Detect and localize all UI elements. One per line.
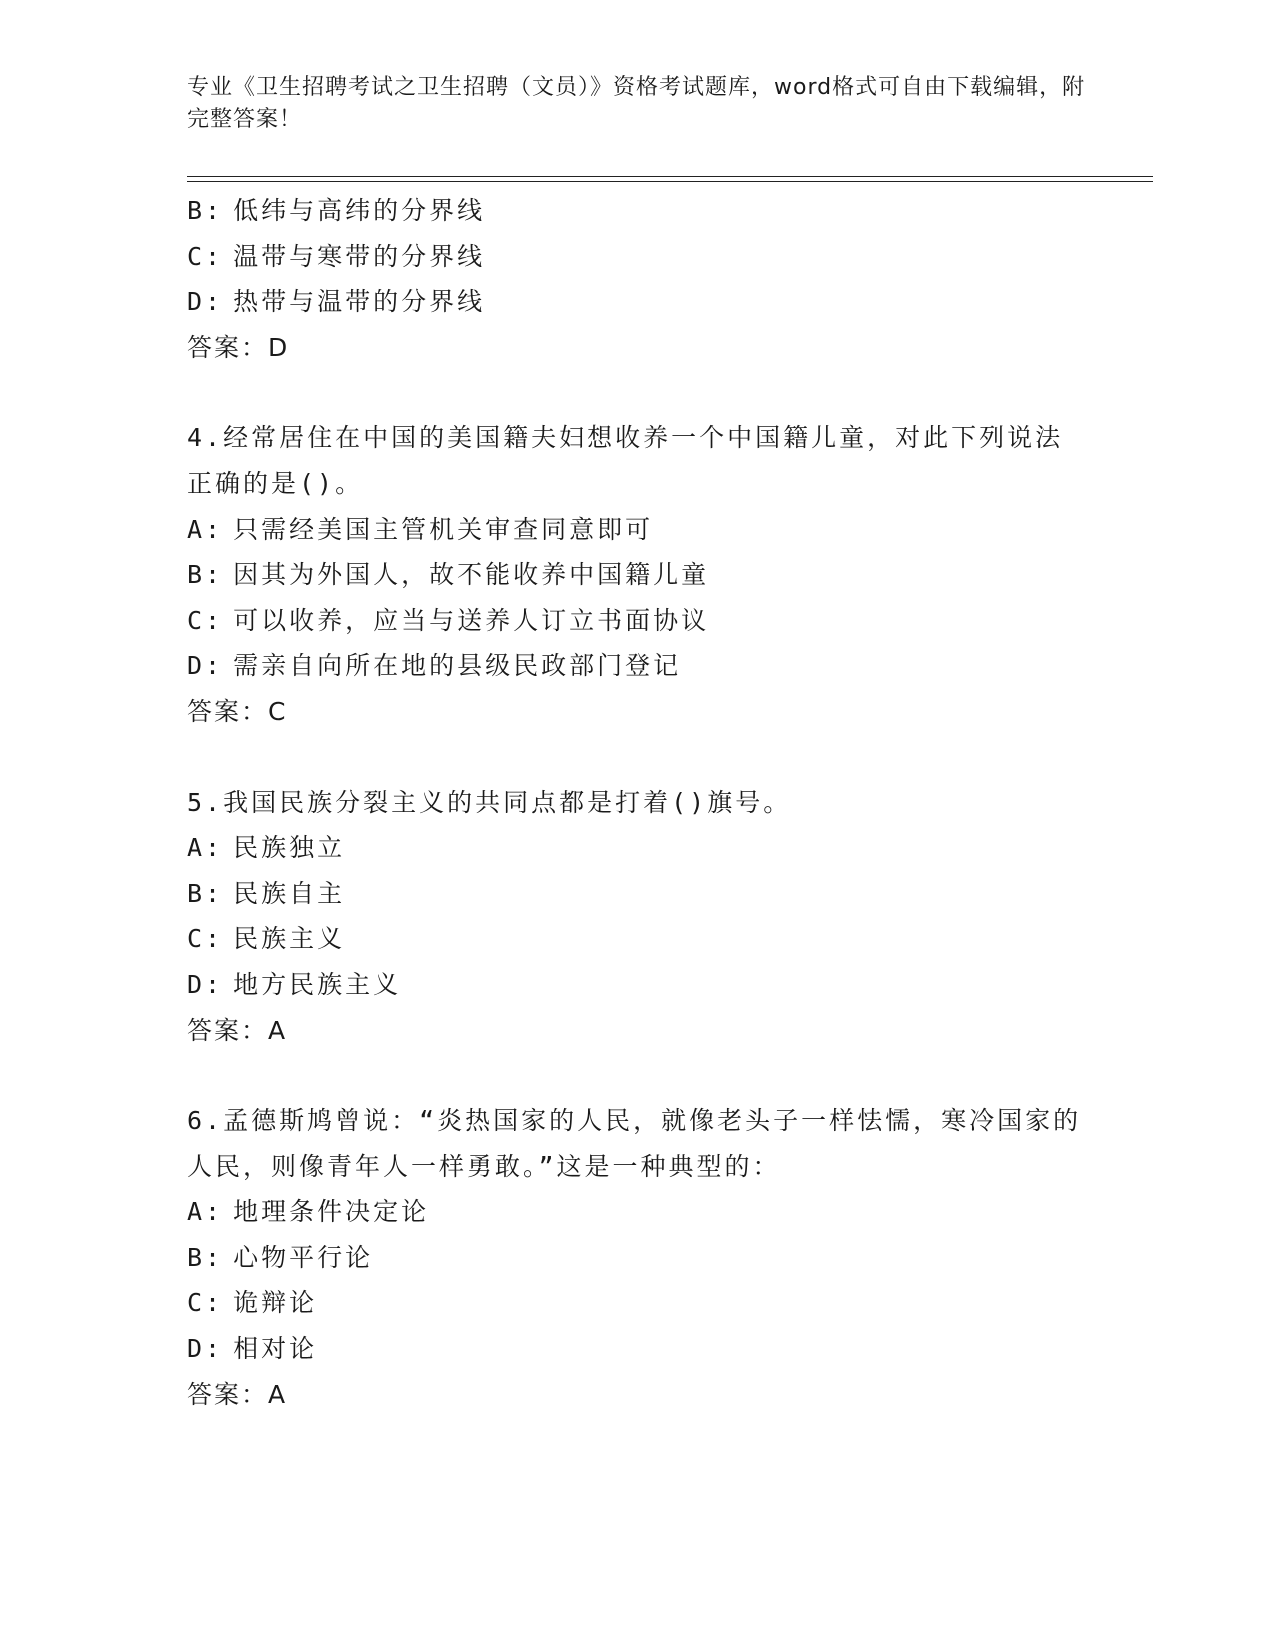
option-label: B: (187, 1242, 224, 1272)
option-text: 可以收养，应当与送养人订立书面协议 (233, 605, 710, 635)
option-c (187, 234, 1087, 280)
answer: 答案：C (187, 696, 288, 726)
option-text: 温带与寒带的分界线 (233, 241, 486, 271)
option-label: A: (187, 833, 224, 863)
option-label: C: (187, 1288, 224, 1318)
question-6 (187, 1098, 1087, 1417)
option-text: 因其为外国人，故不能收养中国籍儿童 (233, 560, 710, 590)
option-label: B: (187, 196, 224, 225)
option-b (187, 552, 1087, 598)
option-label: D: (187, 287, 224, 317)
option-text: 心物平行论 (233, 1242, 374, 1272)
option-text: 地理条件决定论 (233, 1197, 430, 1227)
option-label: C: (187, 605, 224, 635)
option-c (187, 598, 1087, 644)
option-label: B: (187, 878, 224, 908)
option-text: 民族自主 (233, 878, 346, 908)
question-3-continued (187, 188, 1087, 370)
option-c (187, 916, 1087, 962)
option-text: 地方民族主义 (233, 969, 402, 999)
question-5 (187, 780, 1087, 1054)
answer: 答案：A (187, 1015, 288, 1045)
header-divider-bottom (187, 181, 1153, 182)
option-b (187, 1235, 1087, 1281)
spacer (187, 370, 1087, 415)
option-d (187, 1326, 1087, 1372)
document-header: 专业《卫生招聘考试之卫生招聘（文员）》资格考试题库，word格式可自由下载编辑，附完整答案！ (187, 75, 1086, 132)
option-text: 诡辩论 (233, 1288, 318, 1318)
option-label: B: (187, 560, 224, 590)
option-a (187, 825, 1087, 871)
option-label: A: (187, 514, 224, 544)
option-b (187, 188, 1087, 234)
answer: 答案：A (187, 1379, 288, 1409)
option-text: 民族主义 (233, 924, 346, 954)
option-b (187, 871, 1087, 917)
option-text: 只需经美国主管机关审查同意即可 (233, 514, 654, 544)
option-d (187, 643, 1087, 689)
option-label: C: (187, 241, 224, 271)
question-stem: 4.经常居住在中国的美国籍夫妇想收养一个中国籍儿童，对此下列说法正确的是()。 (187, 423, 1064, 498)
option-label: C: (187, 924, 224, 954)
option-label: D: (187, 651, 224, 681)
option-a (187, 507, 1087, 553)
option-text: 民族独立 (233, 833, 346, 863)
question-stem: 5.我国民族分裂主义的共同点都是打着()旗号。 (187, 787, 792, 817)
option-a (187, 1189, 1087, 1235)
option-d (187, 279, 1087, 325)
question-4 (187, 415, 1087, 734)
spacer (187, 735, 1087, 780)
option-label: A: (187, 1197, 224, 1227)
option-c (187, 1280, 1087, 1326)
option-text: 需亲自向所在地的县级民政部门登记 (233, 651, 682, 681)
answer: 答案：D (187, 332, 290, 362)
option-text: 热带与温带的分界线 (233, 287, 486, 317)
option-label: D: (187, 969, 224, 999)
spacer (187, 1053, 1087, 1098)
question-stem: 6.孟德斯鸠曾说：“炎热国家的人民，就像老头子一样怯懦，寒冷国家的人民，则像青年人一样勇敢。”这是一种典型的： (187, 1106, 1082, 1181)
question-list (187, 188, 1087, 1417)
option-text: 相对论 (233, 1334, 318, 1364)
option-d (187, 962, 1087, 1008)
option-label: D: (187, 1334, 224, 1364)
header-divider-top (187, 176, 1153, 177)
option-text: 低纬与高纬的分界线 (233, 196, 486, 225)
